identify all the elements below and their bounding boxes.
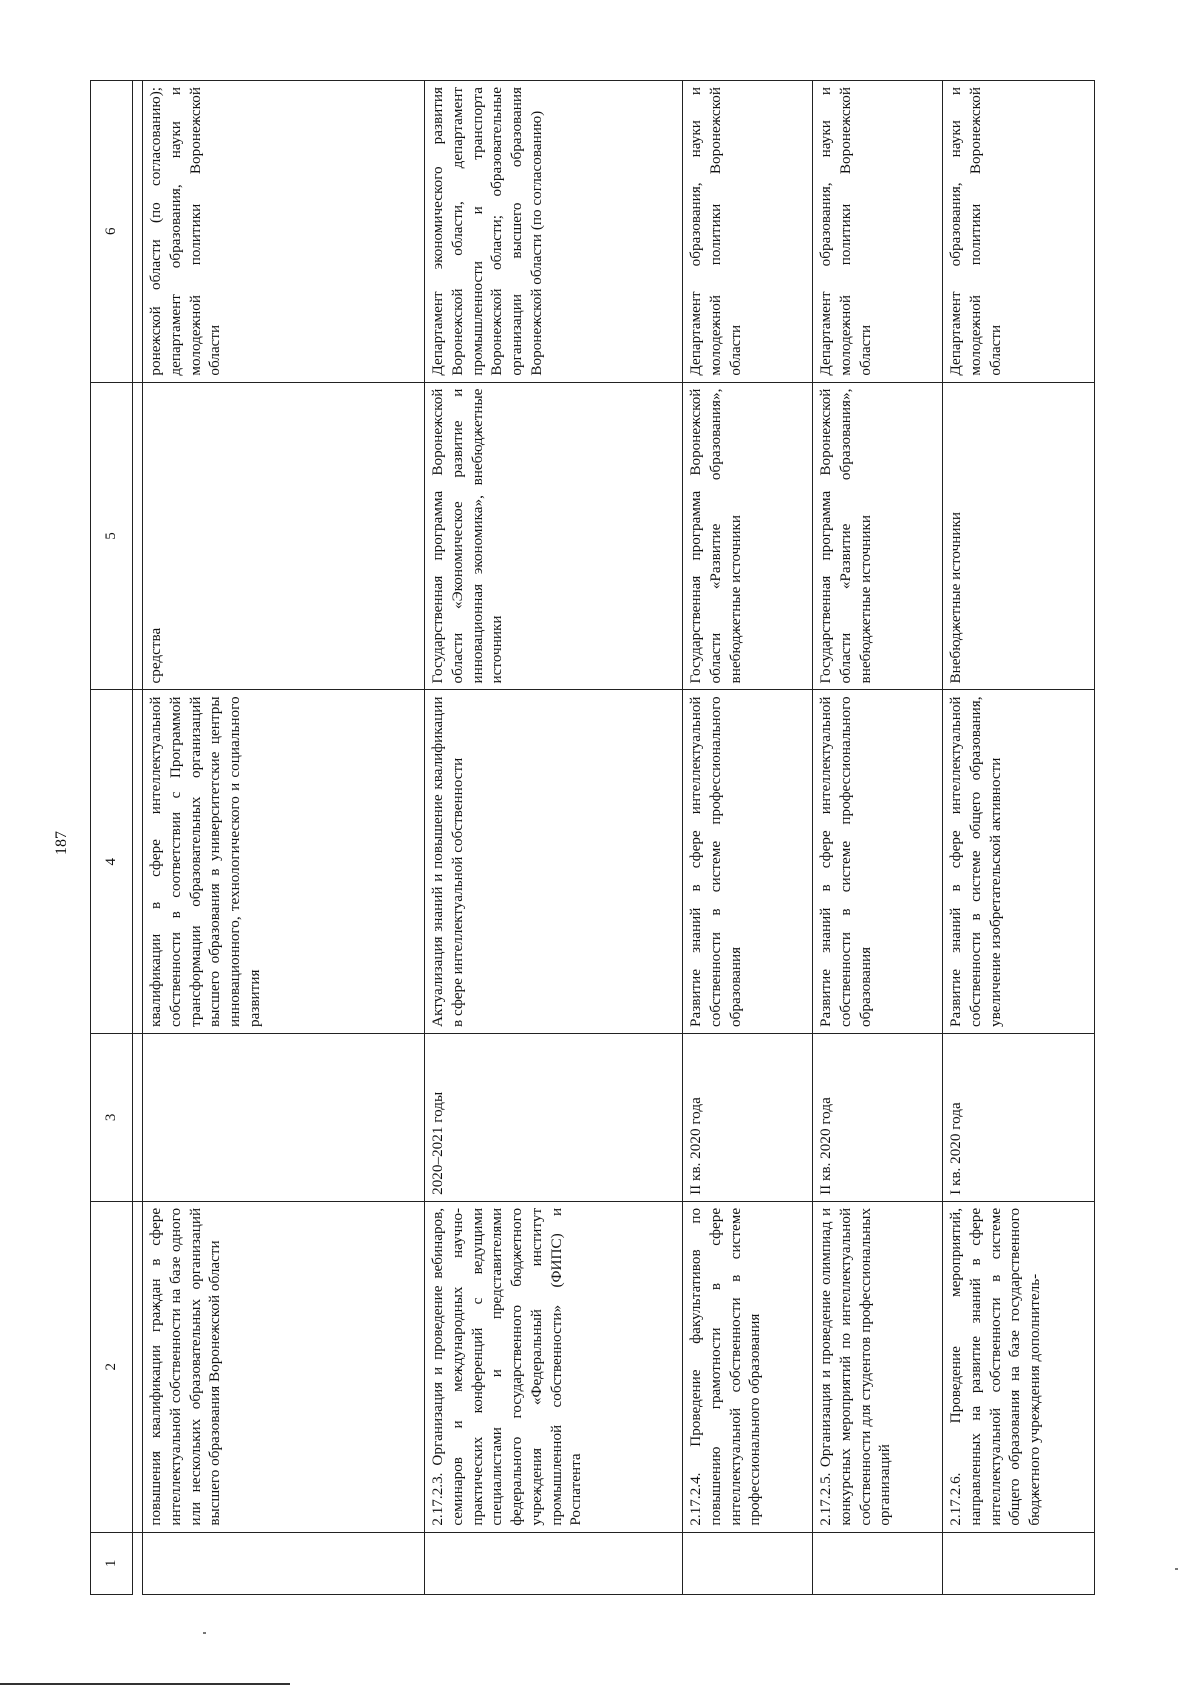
cell-number — [683, 1532, 813, 1594]
cell-deadline: II кв. 2020 года — [683, 1033, 813, 1201]
header-col-5: 5 — [91, 382, 133, 690]
header-col-6: 6 — [91, 81, 133, 383]
cell-measure: повышения квалификации граждан в сфере интеллектуальной собственности на базе одного или нескольких образовательных организаций высшего образования Воронежской области — [143, 1201, 425, 1532]
cell-measure: 2.17.2.6. Проведение мероприятий, направленных на развитие знаний в сфере интеллектуальной собственности в системе общего образования на базе государственного бюджетного учреждения дополнитель- — [943, 1201, 1095, 1532]
cell-result: Актуализация знаний и повышение квалификации в сфере интеллектуальной собственности — [425, 690, 683, 1034]
measures-table — [90, 80, 1095, 1595]
table-row — [425, 81, 683, 1595]
cell-number — [943, 1532, 1095, 1594]
page-number: 187 — [53, 831, 70, 855]
table-row — [813, 81, 943, 1595]
cell-number — [813, 1532, 943, 1594]
cell-responsible: Департамент образования, науки и молодежной политики Воронежской области — [943, 81, 1095, 383]
cell-measure: 2.17.2.5. Организация и проведение олимпиад и конкурсных мероприятий по интеллектуальной собственности для студентов профессиональных организаций — [813, 1201, 943, 1532]
cell-responsible: Департамент экономического развития Воронежской области, департамент промышленности и транспорта Воронежской области; образовательные организации высшего образования Воронежской области (по согласованию) — [425, 81, 683, 383]
cell-number — [425, 1532, 683, 1594]
scan-artifact-line — [0, 1683, 290, 1685]
cell-number — [143, 1532, 425, 1594]
cell-measure: 2.17.2.4. Проведение факультативов по повышению грамотности в сфере интеллектуальной собственности в системе профессионального образования — [683, 1201, 813, 1532]
cell-responsible: Департамент образования, науки и молодежной политики Воронежской области — [813, 81, 943, 383]
cell-source: Внебюджетные источники — [943, 382, 1095, 690]
rotated-table-container — [90, 80, 1095, 1595]
table-header-row — [91, 81, 133, 1595]
header-col-3: 3 — [91, 1033, 133, 1201]
header-col-4: 4 — [91, 690, 133, 1034]
header-col-2: 2 — [91, 1201, 133, 1532]
cell-source: Государственная программа Воронежской области «Развитие образования», внебюджетные источники — [813, 382, 943, 690]
cell-result: Развитие знаний в сфере интеллектуальной собственности в системе профессионального образования — [813, 690, 943, 1034]
scan-artifact-dot — [203, 1632, 206, 1634]
table-row — [683, 81, 813, 1595]
cell-deadline: I кв. 2020 года — [943, 1033, 1095, 1201]
cell-source: Государственная программа Воронежской области «Экономическое развитие и инновационная экономика», внебюджетные источники — [425, 382, 683, 690]
cell-deadline — [143, 1033, 425, 1201]
scan-artifact-dot — [1175, 1568, 1178, 1570]
table-row — [143, 81, 425, 1595]
header-col-1: 1 — [91, 1532, 133, 1594]
cell-deadline: 2020–2021 годы — [425, 1033, 683, 1201]
cell-result: квалификации в сфере интеллектуальной собственности в соответствии с Программой трансформации образовательных организаций высшего образования в университетские центры инновационного, технологического и социального развития — [143, 690, 425, 1034]
header-gap-row — [133, 81, 143, 1595]
cell-responsible: ронежской области (по согласованию); департамент образования, науки и молодежной политики Воронежской области — [143, 81, 425, 383]
cell-result: Развитие знаний в сфере интеллектуальной собственности в системе профессионального образования — [683, 690, 813, 1034]
cell-source: Государственная программа Воронежской области «Развитие образования», внебюджетные источники — [683, 382, 813, 690]
cell-measure: 2.17.2.3. Организация и проведение вебинаров, семинаров и международных научно-практических конференций с ведущими специалистами и представителями федерального государственного бюджетного учреждения «Федеральный институт промышленной собственности» (ФИПС) и Роспатента — [425, 1201, 683, 1532]
cell-deadline: II кв. 2020 года — [813, 1033, 943, 1201]
cell-result: Развитие знаний в сфере интеллектуальной собственности в системе общего образования, увеличение изобретательской активности — [943, 690, 1095, 1034]
cell-source: средства — [143, 382, 425, 690]
table-row — [943, 81, 1095, 1595]
cell-responsible: Департамент образования, науки и молодежной политики Воронежской области — [683, 81, 813, 383]
